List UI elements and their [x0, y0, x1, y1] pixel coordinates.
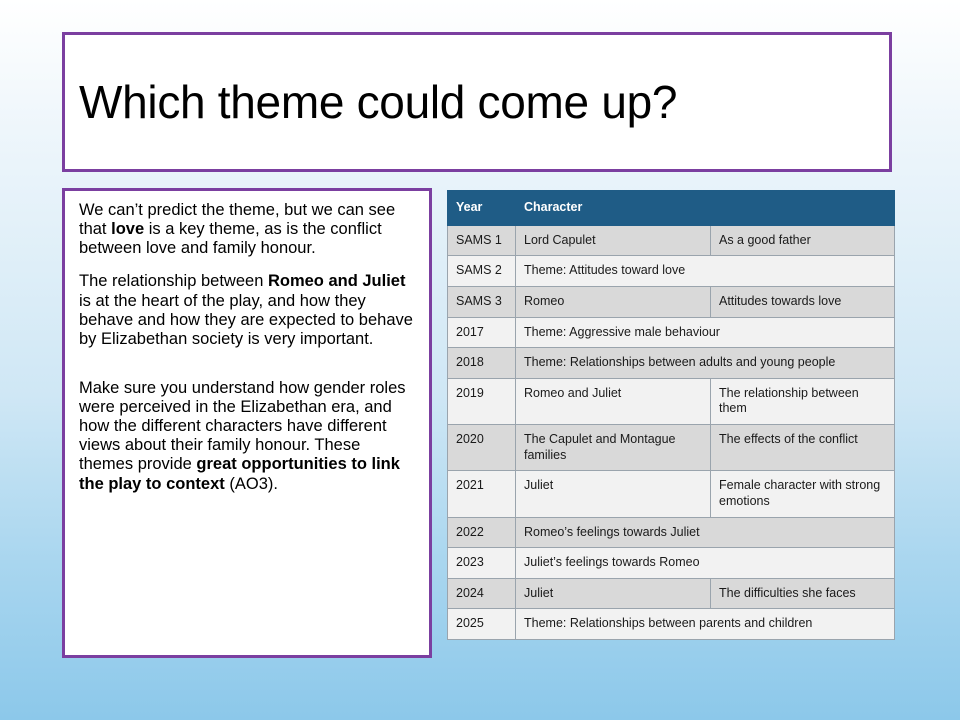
cell-year: 2018 [448, 348, 516, 379]
column-header-year: Year [448, 191, 516, 226]
cell-character: Theme: Relationships between parents and children [516, 609, 895, 640]
body-paragraph [79, 379, 417, 494]
table-header-row [448, 191, 895, 226]
cell-year: 2022 [448, 517, 516, 548]
table-row [448, 517, 895, 548]
cell-character: Theme: Attitudes toward love [516, 256, 895, 287]
cell-focus: Female character with strong emotions [711, 471, 895, 517]
cell-focus: The difficulties she faces [711, 578, 895, 609]
column-header-character: Character [516, 191, 711, 226]
cell-focus: The relationship between them [711, 378, 895, 424]
cell-character: Romeo and Juliet [516, 378, 711, 424]
cell-character: Theme: Relationships between adults and young people [516, 348, 895, 379]
table-body [448, 225, 895, 639]
cell-focus: As a good father [711, 225, 895, 256]
paragraph-text: The relationship between [79, 272, 268, 291]
exam-themes-table-wrap [447, 190, 894, 640]
body-paragraph [79, 201, 417, 258]
emphasis-text: great opportunities to link the play to context [79, 455, 400, 493]
table-row [448, 578, 895, 609]
emphasis-text: love [111, 220, 145, 239]
page-title: Which theme could come up? [79, 75, 678, 128]
table-row [448, 348, 895, 379]
cell-character: Theme: Aggressive male behaviour [516, 317, 895, 348]
paragraph-text: Make sure you understand how gender roles were perceived in the Elizabethan era, and how the different characters have different views about their family honour. These themes provide [79, 378, 406, 474]
cell-year: 2019 [448, 378, 516, 424]
body-text-box [62, 188, 432, 658]
table-row [448, 225, 895, 256]
table-row [448, 256, 895, 287]
exam-themes-table [447, 190, 895, 640]
cell-character: Romeo’s feelings towards Juliet [516, 517, 895, 548]
cell-character: Juliet [516, 471, 711, 517]
emphasis-text: Romeo and Juliet [267, 272, 406, 291]
table-row [448, 548, 895, 579]
cell-year: 2021 [448, 471, 516, 517]
cell-character: Lord Capulet [516, 225, 711, 256]
table-row [448, 609, 895, 640]
paragraph-text: (AO3). [224, 474, 278, 493]
cell-character: Juliet’s feelings towards Romeo [516, 548, 895, 579]
table-header [448, 191, 895, 226]
cell-year: 2024 [448, 578, 516, 609]
cell-character: Juliet [516, 578, 711, 609]
cell-year: 2025 [448, 609, 516, 640]
body-paragraph [79, 272, 417, 349]
cell-character: The Capulet and Montague families [516, 425, 711, 471]
table-row [448, 378, 895, 424]
table-row [448, 425, 895, 471]
paragraph-text: is a key theme, as is the conflict between love and family honour. [79, 220, 382, 258]
cell-year: SAMS 2 [448, 256, 516, 287]
table-row [448, 317, 895, 348]
cell-year: 2020 [448, 425, 516, 471]
paragraph-text: We can’t predict the theme, but we can see that [79, 201, 396, 239]
column-header-focus [711, 191, 895, 226]
cell-focus: The effects of the conflict [711, 425, 895, 471]
body-paragraphs [79, 201, 417, 494]
table-row [448, 286, 895, 317]
cell-character: Romeo [516, 286, 711, 317]
cell-focus: Attitudes towards love [711, 286, 895, 317]
cell-year: 2017 [448, 317, 516, 348]
table-row [448, 471, 895, 517]
title-box [62, 32, 892, 172]
cell-year: 2023 [448, 548, 516, 579]
paragraph-text: is at the heart of the play, and how they behave and how they are expected to behave by Elizabethan society is very important. [79, 291, 413, 348]
cell-year: SAMS 1 [448, 225, 516, 256]
cell-year: SAMS 3 [448, 286, 516, 317]
